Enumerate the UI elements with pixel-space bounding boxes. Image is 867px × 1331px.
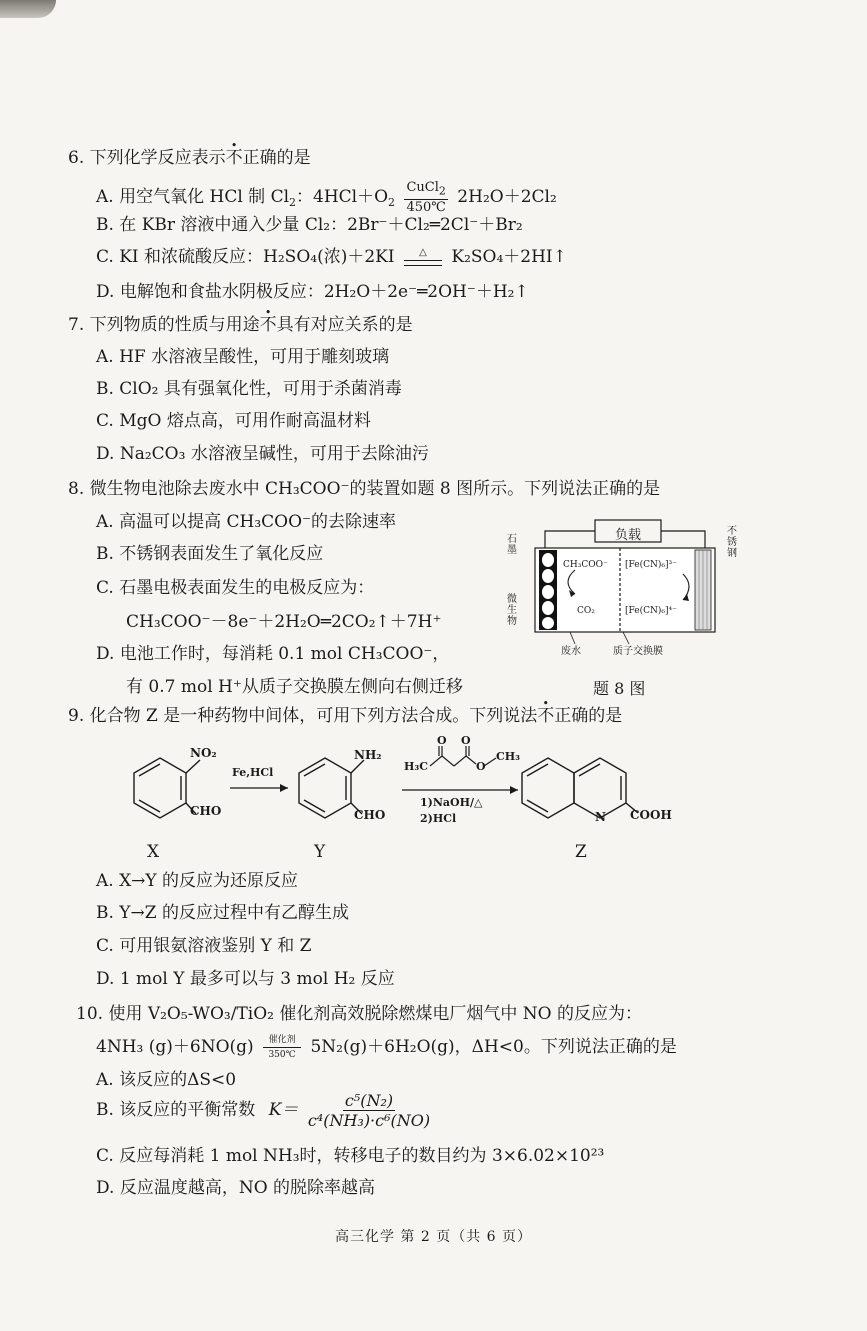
compound-z-structure [522, 758, 638, 818]
x-aldehyde-group: CHO [190, 804, 222, 818]
q8-option-c: C. 石墨电极表面发生的电极反应为： [96, 578, 375, 598]
q8-option-c-equation: CH₃COO⁻－8e⁻＋2H₂O═2CO₂↑＋7H⁺ [126, 612, 442, 632]
ester-oxygen: O [476, 760, 486, 773]
q10-products: 5N₂(g)＋6H₂O(g)，ΔH<0。下列说法正确的是 [310, 1037, 677, 1057]
q6-stem-text: 6. 下列化学反应表示 [68, 148, 226, 168]
q7-option-d: D. Na₂CO₃ 水溶液呈碱性，可用于去除油污 [96, 444, 429, 464]
q8-option-d-continued: 有 0.7 mol H⁺从质子交换膜左侧向右侧迁移 [126, 677, 463, 697]
q10-option-d: D. 反应温度越高，NO 的脱除率越高 [96, 1178, 376, 1198]
ester-ketone-oxygen: O [437, 734, 447, 747]
q6-a-pre: A. 用空气氧化 HCl 制 Cl [96, 186, 290, 207]
label-x: X [147, 842, 160, 862]
label-y: Y [314, 842, 326, 862]
synthesis-scheme [110, 734, 690, 868]
q6-stem-end: 正确的是 [242, 148, 311, 168]
label-membrane: 质子交换膜 [613, 646, 663, 657]
q7-option-a: A. HF 水溶液呈酸性，可用于雕刻玻璃 [96, 347, 390, 367]
z-carboxyl-group: COOH [630, 808, 672, 822]
q10-b-k: K＝ [268, 1100, 299, 1120]
ethyl-pyruvate-structure [430, 746, 496, 766]
label-graphite: 石墨 [507, 534, 517, 556]
reagent-naoh: 1)NaOH/△ [420, 796, 483, 809]
label-wastewater: 废水 [561, 646, 581, 657]
q9-option-c: C. 可用银氨溶液鉴别 Y 和 Z [96, 936, 312, 956]
q10-option-b [96, 1088, 434, 1132]
q9-option-a: A. X→Y 的反应为还原反应 [96, 871, 299, 891]
q10-option-c: C. 反应每消耗 1 mol NH₃时，转移电子的数目约为 3×6.02×10²³ [96, 1146, 605, 1166]
q10-reactants: 4NH₃ (g)＋6NO(g) [96, 1037, 254, 1057]
q6-option-a: A. 用空气氧化 HCl 制 $Cl_2$：$4HCl+O_2$ $\frac{CuCl_2}{450℃}$ 2H₂O＋2Cl₂ [96, 180, 557, 215]
q9-stem-text: 9. 化合物 Z 是一种药物中间体，可用下列方法合成。下列说法 [68, 706, 538, 726]
q8-stem: 8. 微生物电池除去废水中 CH₃COO⁻的装置如题 8 图所示。下列说法正确的是 [68, 479, 661, 499]
q7-option-c: C. MgO 熔点高，可用作耐高温材料 [96, 411, 371, 431]
q6-option-b: B. 在 KBr 溶液中通入少量 Cl₂：2Br⁻＋Cl₂═2Cl⁻＋Br₂ [96, 215, 523, 235]
label-ferricyanide: [Fe(CN)₆]³⁻ [625, 560, 677, 570]
q6-option-c [96, 246, 567, 268]
q8-option-a: A. 高温可以提高 CH₃COO⁻的去除速率 [96, 512, 396, 532]
q6-c-heat: △ [419, 246, 427, 258]
q6-a-mid: ：4HCl＋O [296, 186, 389, 207]
q6-emphasis-mark: 不 [225, 148, 243, 168]
q10-temperature-label: 350℃ [268, 1050, 296, 1060]
label-z: Z [575, 842, 587, 862]
q7-option-b: B. ClO₂ 具有强氧化性，可用于杀菌消毒 [96, 379, 402, 399]
q9-option-b: B. Y→Z 的反应过程中有乙醇生成 [96, 903, 349, 923]
q8-option-d: D. 电池工作时，每消耗 0.1 mol CH₃COO⁻， [96, 644, 450, 664]
ester-carbonyl-oxygen: O [461, 734, 471, 747]
label-ferrocyanide: [Fe(CN)₆]⁴⁻ [625, 606, 677, 616]
q6-c-post: K₂SO₄＋2HI↑ [451, 247, 567, 267]
reagent-hcl: 2)HCl [420, 812, 457, 825]
ester-ethyl: CH₃ [496, 750, 520, 763]
q7-stem [68, 314, 413, 336]
q7-emphasis-mark: 不 [259, 315, 277, 335]
q7-stem-end: 具有对应关系的是 [276, 315, 413, 335]
page-footer: 高三化学 第 2 页（共 6 页） [334, 1229, 533, 1245]
q10-option-a: A. 该反应的ΔS<0 [96, 1070, 237, 1090]
q10-b-text: B. 该反应的平衡常数 [96, 1100, 256, 1120]
q6-option-d: D. 电解饱和食盐水阴极反应：2H₂O＋2e⁻═2OH⁻＋H₂↑ [96, 282, 529, 302]
label-acetate: CH₃COO⁻ [563, 560, 608, 570]
reagent-fe-hcl: Fe,HCl [232, 766, 274, 779]
q6-a-catalyst: CuCl [406, 180, 439, 195]
q6-c-pre: C. KI 和浓硫酸反应：H₂SO₄(浓)＋2KI [96, 247, 395, 267]
figure-caption: 题 8 图 [593, 679, 646, 698]
label-co2: CO₂ [577, 606, 595, 616]
q9-emphasis-mark: 不 [537, 706, 555, 726]
y-aldehyde-group: CHO [354, 808, 386, 822]
scan-corner-shadow [0, 0, 56, 18]
label-steel: 不锈钢 [727, 526, 737, 559]
y-amino-group: NH₂ [354, 748, 382, 762]
z-nitrogen: N [595, 810, 606, 824]
q8-option-b: B. 不锈钢表面发生了氧化反应 [96, 544, 324, 564]
ester-methyl: H₃C [404, 760, 428, 773]
q10-b-numerator: c⁵(N₂) [344, 1091, 394, 1110]
q10-equation [96, 1035, 677, 1060]
q9-option-d: D. 1 mol Y 最多可以与 3 mol H₂ 反应 [96, 969, 395, 989]
fuel-cell-figure [505, 518, 745, 698]
x-nitro-group: NO₂ [190, 746, 217, 760]
label-microbe: 微生物 [507, 594, 517, 627]
q7-stem-text: 7. 下列物质的性质与用途 [68, 315, 260, 335]
q6-stem [68, 147, 311, 169]
q10-b-denominator: c⁴(NH₃)·c⁶(NO) [307, 1111, 431, 1130]
q6-a-temperature: 450℃ [406, 199, 446, 215]
label-load: 负载 [615, 528, 642, 543]
q6-a-products: 2H₂O＋2Cl₂ [457, 186, 557, 207]
q9-stem [68, 705, 622, 727]
q9-stem-end: 正确的是 [554, 706, 623, 726]
q10-catalyst-label: 催化剂 [268, 1035, 296, 1045]
q10-stem: 10. 使用 V₂O₅-WO₃/TiO₂ 催化剂高效脱除燃煤电厂烟气中 NO 的反应为： [76, 1004, 643, 1024]
